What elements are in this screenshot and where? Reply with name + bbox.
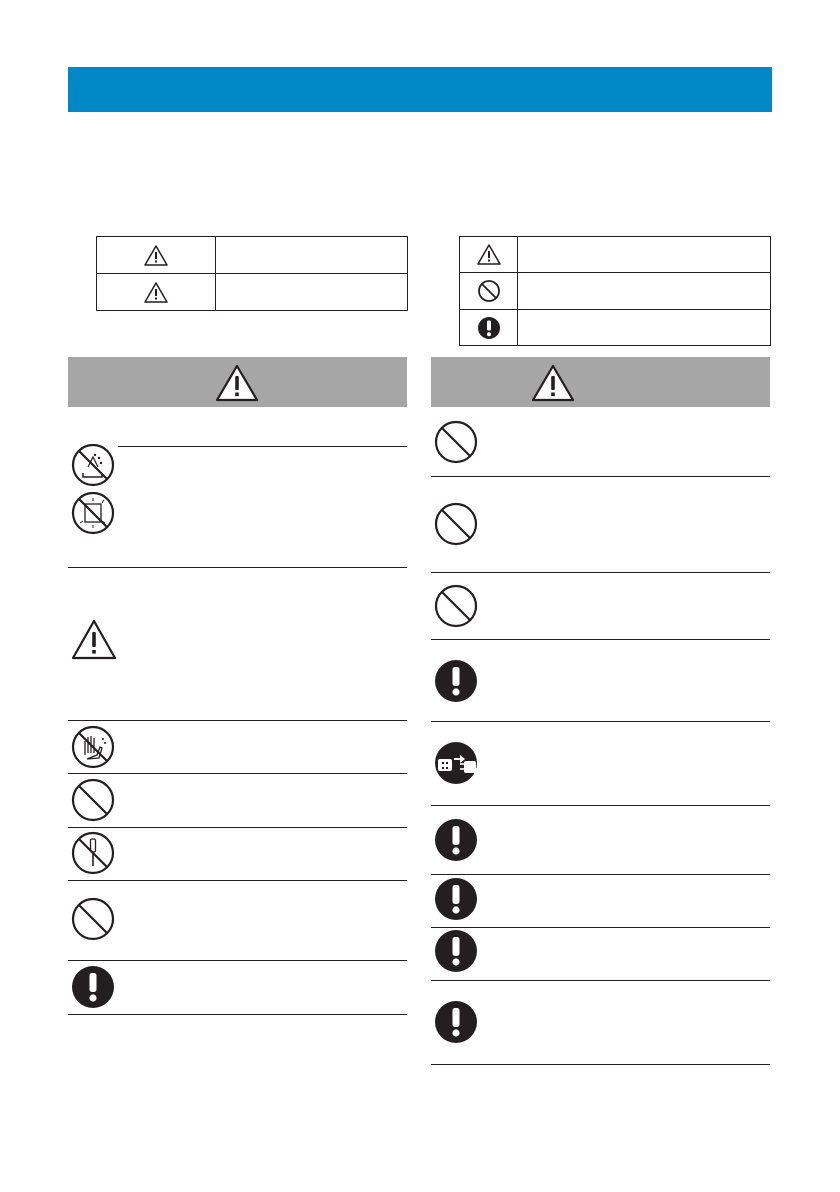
- unplug-icon: [434, 741, 478, 785]
- divider: [431, 874, 770, 875]
- prohibition-icon: [71, 778, 115, 822]
- legend-table-right: [459, 236, 771, 346]
- divider: [68, 1014, 407, 1015]
- legend-row: [460, 237, 770, 273]
- divider: [68, 880, 407, 881]
- divider: [118, 446, 407, 447]
- warning-triangle-icon: [97, 237, 216, 273]
- title-bar: [68, 67, 772, 112]
- legend-table-left: [96, 236, 408, 311]
- divider: [431, 476, 770, 477]
- legend-row: [97, 237, 407, 274]
- no-wet-hands-icon: [71, 725, 115, 769]
- no-moisture-icon: [71, 491, 115, 535]
- divider: [431, 927, 770, 928]
- mandatory-action-icon: [434, 1000, 478, 1044]
- warning-triangle-icon: [215, 364, 259, 402]
- warning-section-header-left: [68, 357, 407, 407]
- warning-section-header-right: [431, 357, 770, 407]
- prohibition-icon: [434, 420, 478, 464]
- divider: [431, 1064, 770, 1065]
- divider: [68, 720, 407, 721]
- divider: [68, 773, 407, 774]
- divider: [68, 960, 407, 961]
- mandatory-action-icon: [460, 310, 518, 346]
- prohibition-icon: [434, 584, 478, 628]
- prohibition-icon: [460, 273, 518, 309]
- divider: [68, 827, 407, 828]
- legend-row: [97, 274, 407, 311]
- divider: [431, 639, 770, 640]
- warning-triangle-icon: [97, 274, 216, 311]
- divider: [431, 572, 770, 573]
- divider: [431, 980, 770, 981]
- divider: [431, 721, 770, 722]
- legend-row: [460, 273, 770, 310]
- divider: [431, 805, 770, 806]
- divider: [68, 567, 407, 568]
- mandatory-action-icon: [434, 877, 478, 921]
- mandatory-action-icon: [71, 965, 115, 1009]
- mandatory-action-icon: [434, 659, 478, 703]
- prohibition-icon: [434, 502, 478, 546]
- warning-triangle-icon: [531, 364, 575, 402]
- legend-row: [460, 310, 770, 346]
- no-water-icon: [71, 443, 115, 487]
- no-disassembly-icon: [71, 831, 115, 875]
- warning-triangle-icon: [460, 237, 518, 272]
- mandatory-action-icon: [434, 929, 478, 973]
- mandatory-action-icon: [434, 818, 478, 862]
- prohibition-icon: [71, 897, 115, 941]
- warning-triangle-icon: [71, 619, 117, 661]
